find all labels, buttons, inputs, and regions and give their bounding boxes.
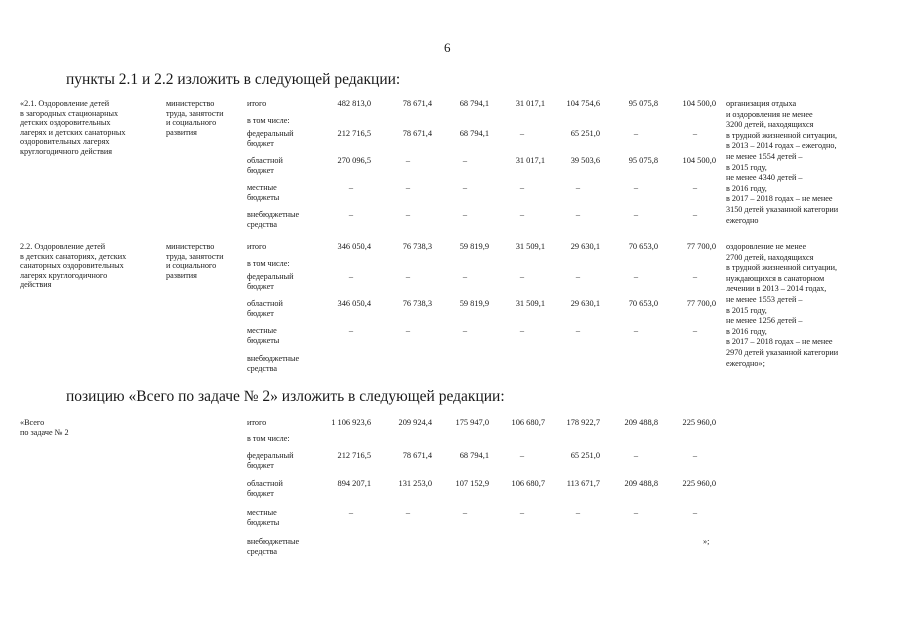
table-cell: 31 017,1: [515, 156, 545, 165]
table-cell: –: [405, 210, 411, 219]
table-cell: –: [405, 508, 411, 517]
program-item-title: «2.1. Оздоровление детей в загородных стационарных детских оздоровительных лагерях и детских санаторных оздоровительных лагерях круглогодичного действия: [20, 99, 126, 156]
table-cell: 68 794,1: [459, 99, 489, 108]
table-cell: –: [633, 508, 639, 517]
table-cell: 106 680,7: [511, 479, 545, 488]
table-cell: 104 754,6: [566, 99, 600, 108]
table-cell: 65 251,0: [570, 129, 600, 138]
table-cell: –: [692, 129, 698, 138]
funding-source-label: итого: [247, 242, 267, 251]
executor-name: министерство труда, занятости и социального развития: [166, 99, 224, 137]
table-cell: –: [519, 326, 525, 335]
table-cell: 209 488,8: [624, 418, 658, 427]
table-cell: –: [348, 272, 354, 281]
table-cell: 29 630,1: [570, 299, 600, 308]
table-cell: –: [462, 210, 468, 219]
table-cell: 104 500,0: [682, 99, 716, 108]
table-cell: –: [519, 183, 525, 192]
table-cell: 68 794,1: [459, 129, 489, 138]
funding-source-label: местные бюджеты: [247, 326, 280, 345]
table-cell: –: [519, 508, 525, 517]
table-cell: 78 671,4: [402, 129, 432, 138]
table-cell: –: [405, 183, 411, 192]
table-cell: 95 075,8: [628, 99, 658, 108]
table-cell: –: [462, 272, 468, 281]
table-cell: –: [575, 326, 581, 335]
table-cell: 209 488,8: [624, 479, 658, 488]
table-cell: 1 106 923,6: [331, 418, 371, 427]
funding-source-label: в том числе:: [247, 116, 290, 125]
table-cell: 104 500,0: [682, 156, 716, 165]
table-cell: –: [348, 210, 354, 219]
table-cell: –: [348, 326, 354, 335]
table-cell: 76 738,3: [402, 299, 432, 308]
table-cell: 212 716,5: [337, 451, 371, 460]
section-heading-2: позицию «Всего по задаче № 2» изложить в следующей редакции:: [66, 388, 505, 405]
table-cell: 78 671,4: [402, 451, 432, 460]
table-cell: –: [462, 183, 468, 192]
funding-source-label: итого: [247, 418, 267, 427]
funding-source-label: внебюджетные средства: [247, 537, 300, 556]
table-cell: –: [462, 508, 468, 517]
funding-source-label: областной бюджет: [247, 156, 283, 175]
table-cell: –: [692, 451, 698, 460]
funding-source-label: местные бюджеты: [247, 508, 280, 527]
funding-source-label: внебюджетные средства: [247, 210, 300, 229]
table-cell: 212 716,5: [337, 129, 371, 138]
table-cell: 39 503,6: [570, 156, 600, 165]
funding-source-label: итого: [247, 99, 267, 108]
table-cell: –: [462, 156, 468, 165]
table-cell: –: [462, 326, 468, 335]
table-cell: –: [692, 272, 698, 281]
table-cell: –: [405, 156, 411, 165]
table-cell: 175 947,0: [455, 418, 489, 427]
table-cell: –: [519, 451, 525, 460]
table-cell: 106 680,7: [511, 418, 545, 427]
table-cell: 31 509,1: [515, 299, 545, 308]
expected-result: оздоровление не менее 2700 детей, находящихся в трудной жизненной ситуации, нуждающихся в санаторном лечении в 2013 – 2014 годах, не менее 1553 детей – в 2015 году, не менее 1256 детей – в 2016 году, в 2017 – 2018 годах – не менее 2970 детей указанной категории ежегодно»;: [726, 242, 839, 368]
table-cell: 894 207,1: [337, 479, 371, 488]
table-cell: 78 671,4: [402, 99, 432, 108]
table-cell: –: [348, 183, 354, 192]
table-cell: –: [633, 129, 639, 138]
table-cell: 59 819,9: [459, 242, 489, 251]
funding-source-label: в том числе:: [247, 434, 290, 443]
table-cell: 31 017,1: [515, 99, 545, 108]
table-cell: –: [692, 183, 698, 192]
table-cell: –: [575, 272, 581, 281]
table-cell: –: [633, 210, 639, 219]
table-cell: 68 794,1: [459, 451, 489, 460]
table-cell: –: [519, 129, 525, 138]
table-cell: –: [519, 210, 525, 219]
table-cell: 95 075,8: [628, 156, 658, 165]
table-cell: 209 924,4: [398, 418, 432, 427]
funding-source-label: федеральный бюджет: [247, 451, 294, 470]
table-cell: 131 253,0: [398, 479, 432, 488]
table-cell: 59 819,9: [459, 299, 489, 308]
table-cell: 70 653,0: [628, 299, 658, 308]
table-cell: 70 653,0: [628, 242, 658, 251]
table-cell: 76 738,3: [402, 242, 432, 251]
funding-source-label: внебюджетные средства: [247, 354, 300, 373]
funding-source-label: местные бюджеты: [247, 183, 280, 202]
table-cell: 77 700,0: [686, 299, 716, 308]
table-cell: 29 630,1: [570, 242, 600, 251]
program-item-title: 2.2. Оздоровление детей в детских санаториях, детских санаторных оздоровительных лагерях круглогодичного действия: [20, 242, 127, 290]
program-item-title: «Всего по задаче № 2: [20, 418, 69, 437]
table-cell: 225 960,0: [682, 418, 716, 427]
funding-source-label: федеральный бюджет: [247, 129, 294, 148]
table-cell: –: [633, 183, 639, 192]
table-cell: 346 050,4: [337, 299, 371, 308]
table-cell: –: [633, 326, 639, 335]
executor-name: министерство труда, занятости и социального развития: [166, 242, 224, 280]
funding-source-label: в том числе:: [247, 259, 290, 268]
table-cell: 225 960,0: [682, 479, 716, 488]
table-cell: –: [348, 508, 354, 517]
table-cell: –: [633, 272, 639, 281]
funding-source-label: областной бюджет: [247, 299, 283, 318]
table-cell: –: [405, 272, 411, 281]
funding-source-label: областной бюджет: [247, 479, 283, 498]
table-cell: 346 050,4: [337, 242, 371, 251]
table-cell: 482 813,0: [337, 99, 371, 108]
expected-result: организация отдыха и оздоровления не менее 3200 детей, находящихся в трудной жизненной ситуации, в 2013 – 2014 годах – ежегодно, не менее 1554 детей – в 2015 году, не менее 4340 детей – в 2016 году, в 2017 – 2018 годах – не менее 3150 детей указанной категории ежегодно: [726, 99, 839, 225]
table-cell: –: [633, 451, 639, 460]
table-cell: 113 671,7: [566, 479, 600, 488]
table-cell: 31 509,1: [515, 242, 545, 251]
table-cell: 107 152,9: [455, 479, 489, 488]
table-cell: 65 251,0: [570, 451, 600, 460]
section-heading-1: пункты 2.1 и 2.2 изложить в следующей редакции:: [66, 71, 401, 88]
table-cell: –: [405, 326, 411, 335]
table-cell: 77 700,0: [686, 242, 716, 251]
table-cell: 270 096,5: [337, 156, 371, 165]
table-cell: –: [519, 272, 525, 281]
table-cell: –: [692, 326, 698, 335]
table-cell: –: [575, 210, 581, 219]
page-number: 6: [444, 40, 451, 55]
table-cell: –: [575, 508, 581, 517]
table-cell: –: [692, 508, 698, 517]
table-cell: –: [575, 183, 581, 192]
funding-source-label: федеральный бюджет: [247, 272, 294, 291]
table-cell: 178 922,7: [566, 418, 600, 427]
table-cell: –: [692, 210, 698, 219]
closing-quote: »;: [703, 537, 710, 546]
